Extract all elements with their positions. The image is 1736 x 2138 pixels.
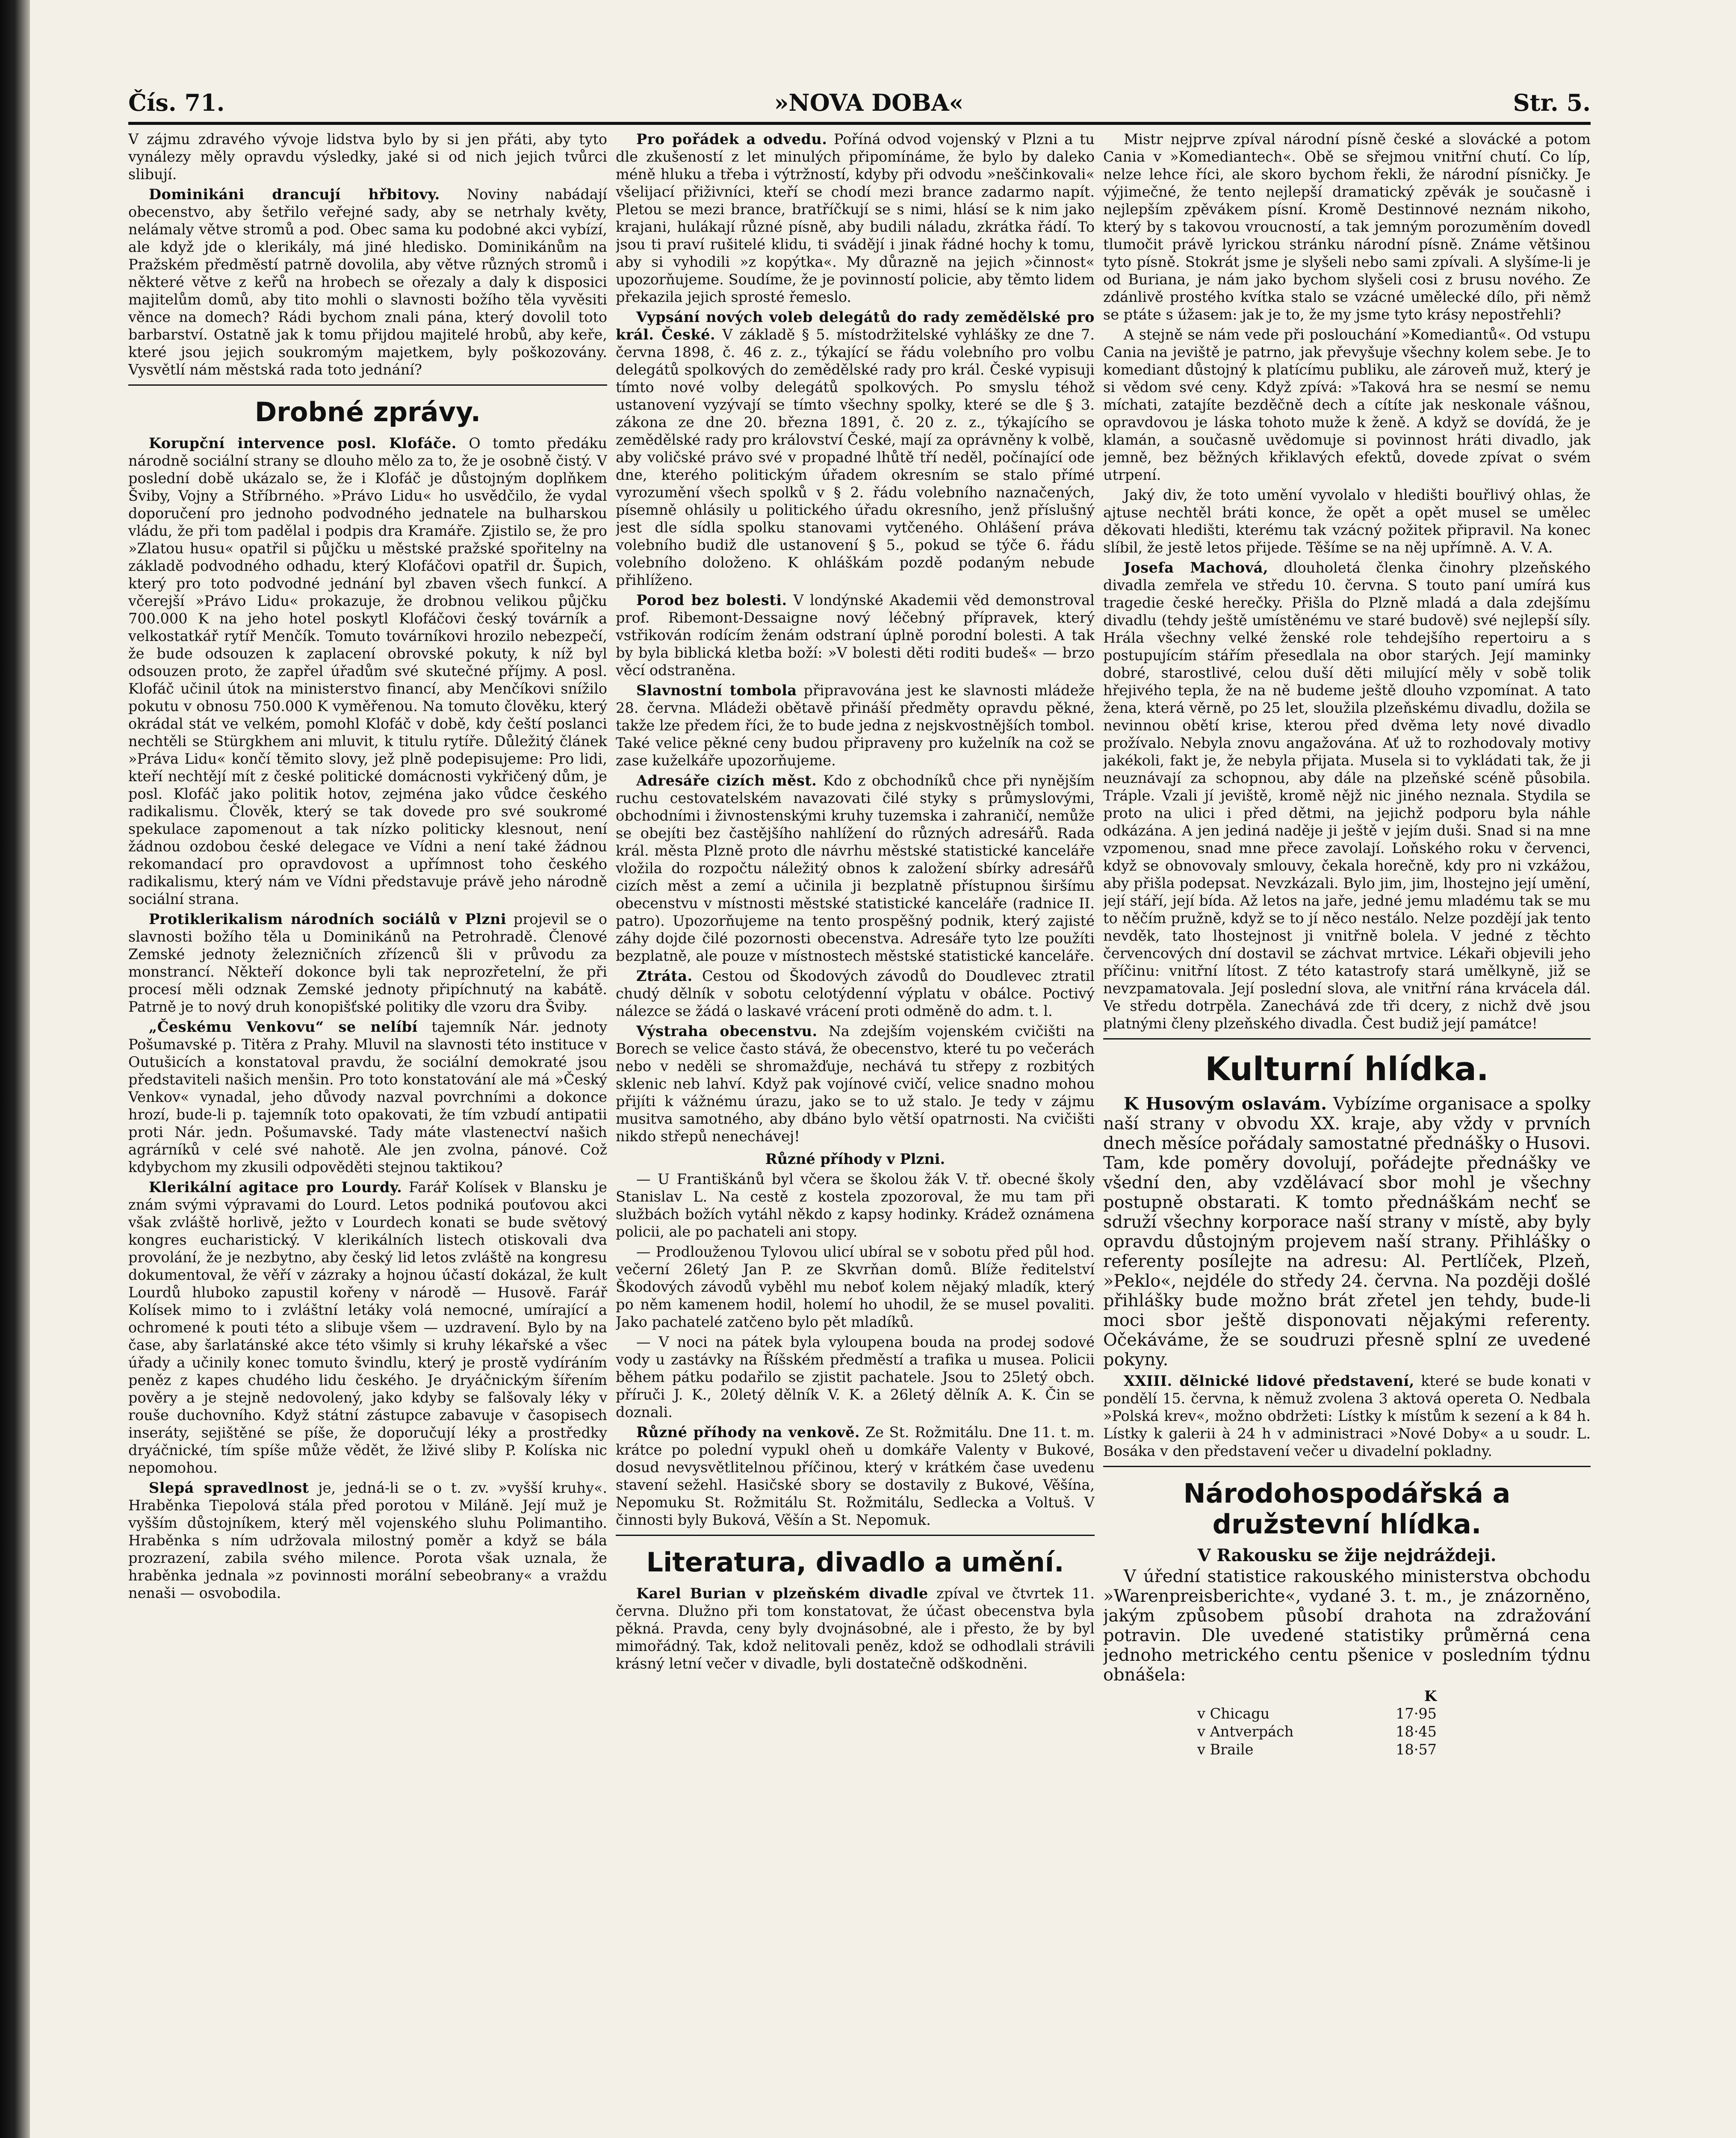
article	[616, 1585, 1095, 1672]
article-text: projevil se o slavnosti božího těla u Dominikánů na Petrohradě. Členové Zemské jednoty železničních zřízenců šli v průvodu za monstrancí. Někteří dokonce byli tak neprozřetelní, že při procesí měli odznak Zemské jednoty připíchnutý na kabátě. Patrně je to nový druh konopišťské politiky dle vzoru dra Šviby.	[128, 911, 607, 1015]
article-text: — Prodlouženou Tylovou ulicí ubíral se v sobotu před půl hod. večerní 26letý Jan P. ze Skvrňan domů. Blíže ředitelství Škodových závodů vyběhl mu neboť kolem nějaký mladík, který po něm kamenem hodil, holemí ho uhodil, že se musel povaliti. Jako pachatelé zatčeno bylo pět mladíků.	[616, 1243, 1095, 1330]
article-text: Jaký div, že toto umění vyvolalo v hledišti bouřlivý ohlas, že ajtuse nechtěl bráti konce, že opět a opět musel se umělec děkovati hledišti, kterému tak vzácný požitek připravil. Na konec slíbil, že jestě letos přijede. Těšíme se na něj upřímně. A. V. A.	[1103, 487, 1591, 556]
article-text: tajemník Nár. jednoty Pošumavské p. Titěra z Prahy. Mluvil na slavnosti této instituce v Outušicích a konstatoval pravdu, že sociální demokraté jsou představiteli našich menšin. Pro toto konstatování ale má »Český Venkov« vynadal, jeho důvody nazval povrchními a dokonce hrozí, bude-li p. tajemník toto opakovati, že tím vzbudí antipatii proti Nár. jedn. Pošumavské. Tady máte vlastenectví našich agrárníků v celé své nahotě. Ale jen zvolna, pánové. Což kdybychom my zkusili odpověděti stejnou taktikou?	[128, 1019, 607, 1175]
page-header	[128, 86, 1591, 120]
article	[616, 591, 1095, 679]
article-lead: Josefa Machová,	[1124, 559, 1269, 576]
article-lead: Karel Burian v plzeňském divadle	[636, 1585, 928, 1602]
section-title: Drobné zprávy.	[254, 396, 481, 428]
divider	[1103, 1038, 1591, 1039]
article-text: O tomto předáku národně sociální strany se dlouho mělo za to, že je osobně čistý. V poslední době ukázalo se, že i Klofáč je důstojným doplňkem Šviby, Vojny a Stříbrného. »Právo Lidu« ho usvědčilo, že vydal doporučení pro jednoho podvodného jednatele na bulharskou vládu, že při tom padělal i podpis dra Kramáře. Zjistilo se, že pro »Zlatou husu« opatřil si půjčku u městské pražské spořitelny na základě podvodného odhadu, který Klofáčovi opatřil dr. Šupich, který pro toto podvodné jednání byl zbaven všech funkcí. A včerejší »Právo Lidu« prokazuje, že drobnou velikou půjčku 700.000 K na jeho hotel poskytl Klofáčovi český továrník a velkostatkář rytíř Menčík. Tomuto továrníkovi hrozilo nebezpečí, že bude odsouzen k zaplacení obrovské pokuty, k níž byl odsouzen proto, že zapřel úřadům své skutečné příjmy. A posl. Klofáč učinil útok na ministerstvo financí, aby Menčíkovi snížilo pokutu v obnosu 750.000 K vyměřenou. Na tomuto člověku, který okrádal stát ve velkém, pomohl Klofáč v době, kdy čeští poslanci nechtěli se Stürgkhem ani mluvit, k titulu rytíře. Důležitý článek »Práva Lidu« končí těmito slovy, jež plně podepisujeme: Pro lidi, kteří nechtějí mít z české politické domácnosti vykřičený dům, je posl. Klofáč jako politik hotov, zejména jako vůdce českého radikalismu. Člověk, který se tak dovede pro své soukromé spekulace zapomenout a tak nízko politicky klesnout, není žádnou ozdobou české delegace ve Vídni a není také žádnou rekomandací pro opravdovost a upřímnost toho českého radikalismu, který nám ve Vídni představuje právě jeho národně sociální strana.	[128, 435, 607, 907]
price-city: v Antverpách	[1197, 1723, 1294, 1740]
article-text: Noviny nabádají obecenstvo, aby šetřilo veřejné sady, aby se netrhaly květy, nelámaly větve stromů a pod. Obec sama ku podobné akci vybízí, ale když jde o klerikály, má jiné hledisko. Dominikánům na Pražském předměstí patrně dovolila, aby větve různých stromů i některé větve z keřů na hrobech se ořezaly a daly k disposici majitelům domů, aby tito mohli o slavnosti božího těla vyvěsiti věnce na domech? Rádi bychom znali pána, který dovolil toto barbarství. Ostatně jak k tomu přijdou majitelé hrobů, aby keře, které jsou jejich soukromým majetkem, byly poškozovány. Vysvětlí nám městská rada toto jednání?	[128, 186, 607, 378]
price-row	[1197, 1705, 1437, 1723]
article	[616, 967, 1095, 1020]
article-text: — U Františkánů byl včera se školou žák V. tř. obecné školy Stanislav L. Na cestě z kostela zpozoroval, že mu tam při službách božích vytáhl někdo z kapsy hodinky. Krádež oznámena policii, ale po pachateli ani stopy.	[616, 1171, 1095, 1240]
article-lead: Adresáře cizích měst.	[636, 772, 817, 789]
article-lead: Výstraha obecenstvu.	[636, 1023, 818, 1039]
article	[1103, 1372, 1591, 1460]
page-number: Str. 5.	[1513, 89, 1591, 116]
article-text: V základě § 5. místodržitelské vyhlášky ze dne 7. června 1898, č. 46 z. z., týkající se řádu volebního pro volbu delegátů spolkových do zemědělské rady pro král. České vypisuji tímto nové volby delegátů spolkových. Po smyslu téhož ustanovení vyzývají se tímto všechny spolky, které se dle § 3. zákona ze dne 20. března 1891, č. 20 z. z., týkajícího se zemědělské rady pro království České, mají za oprávněny k volbě, aby voličské právo své v propadné lhůtě tří neděl, počínající ode dne, kterého politickým úřadem okresním se stalo přímé vyrozumění všech spolků v § 2. řádu volebního naznačených, písemně ohlásily u politického úřadu okresního, jenž příslušný jest dle sídla spolku stanovami vytčeného. Ohlášení práva volebního budiž dle ustanovení § 5., pokud se týče 6. řádu volebního doloženo. K ohláškám pozdě podaným nebude přihlíženo.	[616, 326, 1095, 588]
header-rule	[128, 122, 1591, 125]
article-text: zpíval ve čtvrtek 11. června. Dlužno při tom konstatovat, že účast obecenstva byla pěkná. Pravda, ceny byly dvojnásobné, ale i přesto, že by byl mimořádný. Tak, kdož nelitovali peněz, kdož se odhodlali strávili krásný letní večer v divadle, byli dostatečně odškodněni.	[616, 1585, 1095, 1672]
article-lead: Ztráta.	[636, 968, 693, 984]
article-text: které se bude konati v pondělí 15. června, k němuž zvolena 3 aktová opereta O. Nedbala »Polská krev«, možno obdržeti: Lístky k místům k sezení a k 84 h. Lístky k galerii à 24 h v administraci »Nové Doby« a u soudr. L. Bosáka v den představení večer u divadelní pokladny.	[1103, 1373, 1591, 1459]
price-city: v Braile	[1197, 1741, 1254, 1758]
article-text: Poříná odvod vojenský v Plzni a tu dle zkušeností z let minulých připomínáme, že bylo by daleko méně hluku a třeba i výtržností, kdyby při odvodu »neščinkovali« všelijací přiživníci, kteří se chodí mezi brance zadarmo napít. Pletou se mezi brance, bratříčkují se s nimi, hlásí se k nim jako krajani, hulákají různé písně, aby budili náladu, zkrátka řádí. To jsou ti praví rušitelé klidu, ti svádějí i jinak řádné hochy k tomu, aby si vyhodili »z kopýtka«. My důrazně na jejich »činnost« upozorňujeme. Soudíme, že je povinností policie, aby těmto lidem překazila jejich sprosté řemeslo.	[616, 131, 1095, 305]
article	[616, 1423, 1095, 1529]
column-3	[1103, 130, 1591, 2138]
article-lead: XXIII. dělnické lidové představení,	[1124, 1373, 1414, 1389]
column-2	[616, 130, 1095, 2138]
article	[128, 1018, 607, 1176]
article-lead: Korupční intervence posl. Klofáče.	[149, 435, 457, 452]
article-text: V londýnské Akademii věd demonstroval prof. Ribemont-Dessaigne nový léčebný přípravek, který vstřikován rodícím ženám odstraní úplně porodní bolesti. A tak by byla biblická kletba boží: »V bolesti děti roditi budeš« — brzo věcí odstraněna.	[616, 592, 1095, 679]
price-table	[1197, 1687, 1437, 1759]
article-lead: Slepá spravedlnost	[149, 1479, 309, 1496]
article	[616, 130, 1095, 306]
article	[128, 1178, 607, 1477]
article-lead: Vypsání nových voleb delegátů do rady zemědělské pro král. České.	[616, 309, 1095, 343]
article-text: Ze St. Rožmitálu. Dne 11. t. m. krátce po polední vypukl oheň u domkáře Valenty v Bukové, dosud nevysvětlitelnou příčinou, který v krátkém čase uvedenu stavení sežehl. Hasičské sbory se dostavily z Bukové, Věšína, Nepomuku St. Rožmitálu St. Rožmitálu, Sedlecka a Voltuš. V činnosti byly Buková, Věšín a St. Nepomuk.	[616, 1424, 1095, 1528]
divider	[128, 384, 607, 386]
price-row	[1197, 1723, 1437, 1741]
article-lead: Klerikální agitace pro Lourdy.	[149, 1179, 402, 1196]
price-unit: K	[1424, 1688, 1437, 1704]
divider	[616, 1535, 1095, 1536]
divider	[1103, 1466, 1591, 1467]
article-text: je, jedná-li se o t. zv. »vyšší kruhy«. Hraběnka Tiepolová stála před porotou v Miláně. Její muž je vyšším důstojníkem, který měl vojenského sluhu Polimantiho. Hraběnka s ním udržovala milostný poměr a když se bála prozrazení, zabila svého milence. Porota však uznala, že hraběnka jednala »z povinnosti morální sebeobrany« a vraždu nenaši — osvobodila.	[128, 1479, 607, 1601]
page-gutter	[0, 0, 30, 2138]
article-text: připravována jest ke slavnosti mládeže 28. června. Mládeži obětavě přináší předměty opravdu pěkné, takže lze předem říci, že to bude jedna z nejskvostnějších tombol. Také velice pěkné ceny budou připraveny pro kuželník na což se zase kuželkáře upozorňujeme.	[616, 682, 1095, 769]
article-text: Cestou od Škodových závodů do Doudlevec ztratil chudý dělník v sobotu celotýdenní výplatu v obálce. Poctivý nálezce se žádá o laskavé vrácení proti odměně do adm. t. l.	[616, 968, 1095, 1019]
article-text: Farář Kolísek v Blansku je znám svými výpravami do Lourd. Letos podniká pouťovou akci však zvláště horlivě, ježto v Lourdech konati se bude světový kongres eucharistický. V klerikálních listech otiskovali dva provolání, že je nezbytno, aby český lid letos zvláště na kongresu dokumentoval, že věří v zázraky a hojnou účastí dokázal, že kult Lourdů hluboko zapustil kořeny v národě — Husově. Farář Kolísek mimo to i zvláštní letáky volá nemocné, umírající a ochromené k pouti této a slibuje všem — uzdravení. Bylo by na čase, aby šarlatánské akce této všimly si kruhy lékařské a všec úřady a učinily konec tomuto švindlu, který je prostě vydíráním peněz z kapes chudého lidu českého. Je dryáčnickým šířením pověry a je stejně nedovolený, jako kdyby se falšovaly léky v rouše duchovního. Když státní zástupce zabavuje v časopisech inseráty, sejištěné se píše, že doporučují léky a prostředky dryáčnické, tím spíše může vědět, že lživé sliby P. Kolíska nic nepomohou.	[128, 1179, 607, 1476]
price-value: 18·57	[1396, 1741, 1437, 1758]
article-text: Vybízíme organisace a spolky naší strany v obvodu XX. kraje, aby vždy v prvních dnech měsíce pořádaly samostatné přednášky o Husovi. Tam, kde poměry dovolují, pořádejte přednášky ve všední den, aby vzdělávací sbor mohl je všechny postupně obstarati. K tomto přednáškám nechť se sdruží všechny korporace naší strany v místě, aby byly opravdu důstojným projevem naší strany. Přihlášky o referenty posílejte na adresu: Al. Pertlíček, Plzeň, »Peklo«, nejdéle do středy 24. června. Na později došlé přihlášky bude možno brát zřetel jen tehdy, bude-li moci sbor ještě disponovati nějakými referenty. Očekáváme, že se soudruzi přesně splní ze uvedené pokyny.	[1103, 1094, 1591, 1370]
subsection-title: V Rakousku se žije nejdráždeji.	[1197, 1545, 1497, 1565]
article	[1103, 1094, 1591, 1370]
article-lead: Slavnostní tombola	[636, 682, 797, 699]
article-lead: Pro pořádek a odvedu.	[636, 131, 827, 148]
article-text: V úřední statistice rakouského ministerstva obchodu »Warenpreisberichte«, vydané 3. t. m., je znázorněno, jakým způsobem působí drahota na zdražování potravin. Dle uvedené statistiky průměrná cena jednoho metrického centu pšenice v posledním týdnu obnášela:	[1103, 1567, 1591, 1685]
section-title: Kulturní hlídka.	[1205, 1050, 1489, 1088]
section-title: Literatura, divadlo a umění.	[646, 1547, 1064, 1578]
article-lead: K Husovým oslavám.	[1124, 1094, 1327, 1114]
article-text: V zájmu zdravého vývoje lidstva bylo by si jen přáti, aby tyto vynálezy měly opravdu výsledky, jaké si od nich jejich tvůrci slibují.	[128, 131, 607, 183]
article-text: dlouholetá členka činohry plzeňského divadla zemřela ve středu 10. června. S touto paní umírá kus tragedie české herečky. Přišla do Plzně mladá a dala zdejšímu divadlu (tehdy ještě umístěnému ve staré budově) své nejlepší síly. Hrála všechny velké ženské role tehdejšího repertoiru a s postupujícím stářím přesedlala na obor starých. Její maminky dobré, starostlivé, celou duší děti milující měly v sobě tolik hřejivého tepla, že na ně budeme ještě dlouho vzpomínat. A tato žena, která věrně, po 25 let, sloužila plzeňskému divadlu, dožila se nevinnou obětí krise, kterou před dvěma lety nové divadlo prožívalo. Nebyla znovu angažována. Ať už to rozhodovaly motivy jakékoli, fakt je, že nebyla přijata. Musela si to vykládati tak, že ji neuznávají za schopnou, aby dále na plzeňské scéně působila. Tráple. Vzali jí jeviště, kromě nějž nic jiného neznala. Stydila se proto na ulici i před dětmi, na jejichž podporu byla náhle odkázána. A jen jediná naděje ji ještě v jejím duši. Snad si na mne vzpomenou, snad mne přece zavolají. Loňského roku v červenci, když se obnovovaly smlouvy, čekala horečně, kdy pro ni vzkážou, aby přišla podepsat. Nevzkázali. Bylo jim, jim, lhostejno její umění, její stáří, její bída. Až letos na jaře, jedné jemu mladému tak se mu to něčím pružně, když se to jí něco nestálo. Nelze pozdějí jak tento nevděk, tato lhostejnost ji vnitřně bolela. V jedné z těchto červencových dní dostavil se záchvat mrtvice. Lékaři objevili jeho příčinu: vnitřní lítost. Z této katastrofy stará umělkyně, již se nevzpamatovala. Její poslední slova, ale vnitřní rána krvácela dál. Ve středu dotrpěla. Zanechává zde tři dcery, z nichž dvě jsou platnými členy plzeňského divadla. Čest budiž její památce!	[1103, 559, 1591, 1032]
article-text: Mistr nejprve zpíval národní písně české a slovácké a potom Cania v »Komediantech«. Obě se sřejmou vnitřní chutí. Co líp, nelze lehce říci, ale skoro bychom řekli, že národní písničky. Je výjimečné, že tento nejlepší dramatický zpěvák je současně i nejlepším zpěvákem písní. Kromě Destinnové neznám nikoho, který by s takovou vroucností, a tak jemným porozuměním dovedl tlumočit právě lyrickou stránku národní písně. Známe většinou tyto písně. Stokrát jsme je slyšeli nebo sami zpívali. A slyšíme-li je od Buriana, je nám jako bychom slyšeli cosi z brusu nového. Ze zdánlivě prostého kvítka stalo se vzácné umělecké dílo, při němž se ptáte s úžasem: jak je to, že my jsme tyto krásy nepostřehli?	[1103, 131, 1591, 323]
article-lead: Různé příhody na venkově.	[636, 1424, 860, 1441]
article	[128, 1479, 607, 1602]
price-city: v Chicagu	[1197, 1705, 1270, 1722]
price-value: 17·95	[1396, 1705, 1437, 1722]
issue-number: Čís. 71.	[128, 89, 225, 116]
masthead: »NOVA DOBA«	[774, 89, 964, 116]
price-row	[1197, 1741, 1437, 1759]
article	[616, 772, 1095, 965]
article-lead: Protiklerikalism národních sociálů v Plzni	[149, 911, 507, 927]
column-1	[128, 130, 607, 2138]
article-text: — V noci na pátek byla vyloupena bouda na prodej sodové vody u zastávky na Říšském předměstí a trafika u musea. Policii během pátku podařilo se zjistit pachatele. Jsou to 25letý obch. příruči J. K., 20letý dělník V. K. a 26letý dělník A. K. Čin se doznali.	[616, 1334, 1095, 1420]
article	[616, 682, 1095, 769]
article	[128, 434, 607, 908]
article	[616, 308, 1095, 589]
article	[128, 910, 607, 1016]
article	[1103, 559, 1591, 1032]
article-text: A stejně se nám vede při poslouchání »Komediantů«. Od vstupu Cania na jeviště je patrno, jak převyšuje všechny kolem sebe. Je to komediant důstojný k platícímu publiku, ale zároveň muž, který je si vědom své ceny. Když zpívá: »Taková hra se nesmí se nemu míchati, zatajíte bezděčně dech a cítíte jak neskonale vášnou, opravdovou je láska tohoto muže k ženě. A když se dovídá, že je klamán, a současně uvědomuje si povinnost hráti divadlo, jak jemně, bez běžných křiklavých efektů, dovede zpívat o svém utrpení.	[1103, 326, 1591, 483]
article-lead: Porod bez bolesti.	[636, 592, 787, 608]
section-title: Národohospodářská a družstevní hlídka.	[1183, 1478, 1511, 1540]
article	[128, 186, 607, 378]
price-value: 18·45	[1396, 1723, 1437, 1740]
article-text: Kdo z obchodníků chce při nynějším ruchu cestovatelském navazovati čilé styky s průmyslovými, obchodními i živnostenskými kruhy tuzemska i zahraničí, nemůže se obejíti bez častějšího nahlížení do různých adresářů. Rada král. města Plzně proto dle návrhu městské statistické kanceláře vložila do rozpočtu náležitý obnos k založení sbírky adresářů cizích měst a zemí a učinila ji bezplatně přístupnou širšímu obecenstvu v místnosti městské statistické kanceláře (radnice II. patro). Upozorňujeme na tento prospěšný podnik, který zajisté záhy dojde čilé pozornosti obecenstva. Adresáře tyto lze použíti bezplatně, ale pouze v místnostech městské statistické kanceláře.	[616, 772, 1095, 964]
article-lead: „Českému Venkovu“ se nelíbí	[149, 1019, 418, 1035]
subsection-title: Různé příhody v Plzni.	[765, 1151, 945, 1167]
article-text: Na zdejším vojenském cvičišti na Borech se velice často stává, že obecenstvo, které tu po večerách nebo v neděli se shromažďuje, nechává tu střepy z rozbitých sklenic neb lahví. Když pak vojínové cvičí, velice snadno mohou přijíti k vážnému úrazu, jako se to už stalo. Je tedy v zájmu musitva samotného, aby dbáno bylo větší opatrnosti. Na cvičišti nikdo střepů nenechávej!	[616, 1023, 1095, 1145]
article	[616, 1022, 1095, 1145]
article-lead: Dominikáni drancují hřbitovy.	[149, 186, 440, 203]
